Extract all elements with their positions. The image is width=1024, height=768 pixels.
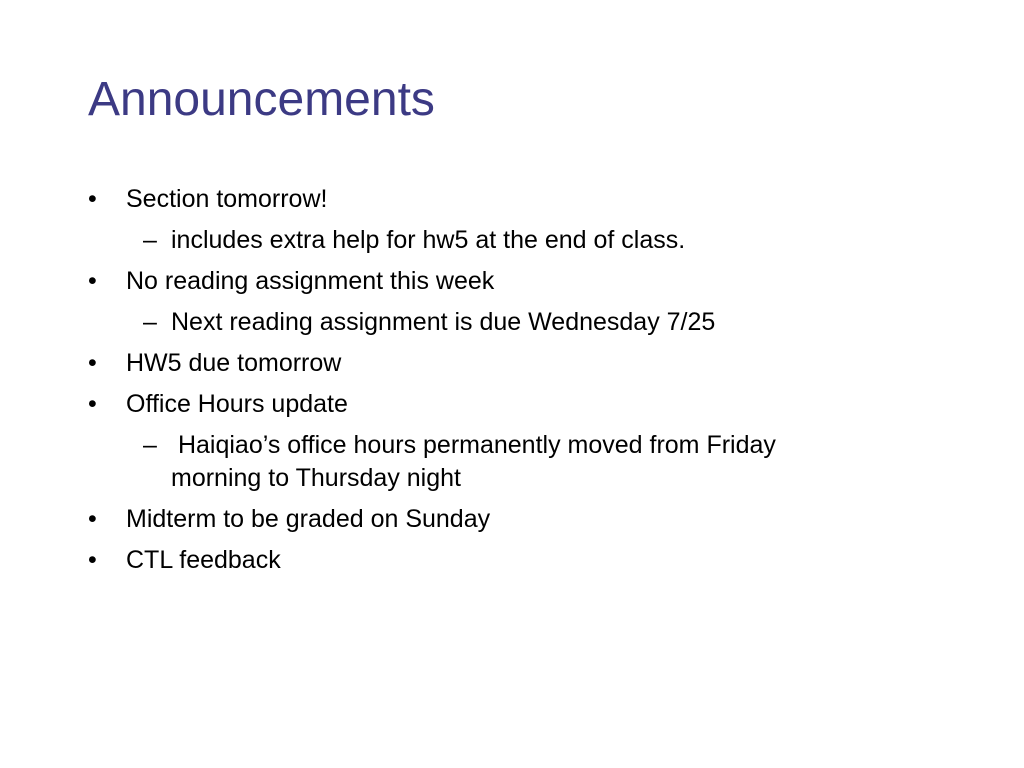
list-item xyxy=(0,544,1024,577)
slide-title: Announcements xyxy=(88,73,435,126)
list-item-text: Midterm to be graded on Sunday xyxy=(126,505,491,533)
list-item xyxy=(0,183,1024,216)
bullet-marker: • xyxy=(88,505,97,533)
list-item-text: includes extra help for hw5 at the end of class. xyxy=(171,226,686,254)
bullet-marker: • xyxy=(88,349,97,377)
list-item xyxy=(0,347,1024,380)
dash-marker: – xyxy=(143,226,157,254)
bullet-marker: • xyxy=(88,185,97,213)
list-item xyxy=(0,388,1024,421)
bullet-marker: • xyxy=(88,546,97,574)
sub-list-item xyxy=(0,224,871,257)
list-item-text: Haiqiao’s office hours permanently moved from Friday morning to Thursday night xyxy=(171,431,783,492)
list-item xyxy=(0,503,1024,536)
list-item-text: Section tomorrow! xyxy=(126,185,328,213)
dash-marker: – xyxy=(143,308,157,336)
dash-marker: – xyxy=(143,431,157,459)
sub-list-item xyxy=(0,429,871,495)
bullet-marker: • xyxy=(88,267,97,295)
bullet-list xyxy=(0,183,1024,585)
list-item-text: Office Hours update xyxy=(126,390,348,418)
list-item-text: CTL feedback xyxy=(126,546,281,574)
list-item xyxy=(0,265,1024,298)
list-item-text: Next reading assignment is due Wednesday 7/25 xyxy=(171,308,716,336)
list-item-text: No reading assignment this week xyxy=(126,267,495,295)
bullet-marker: • xyxy=(88,390,97,418)
sub-list-item xyxy=(0,306,871,339)
list-item-text: HW5 due tomorrow xyxy=(126,349,342,377)
